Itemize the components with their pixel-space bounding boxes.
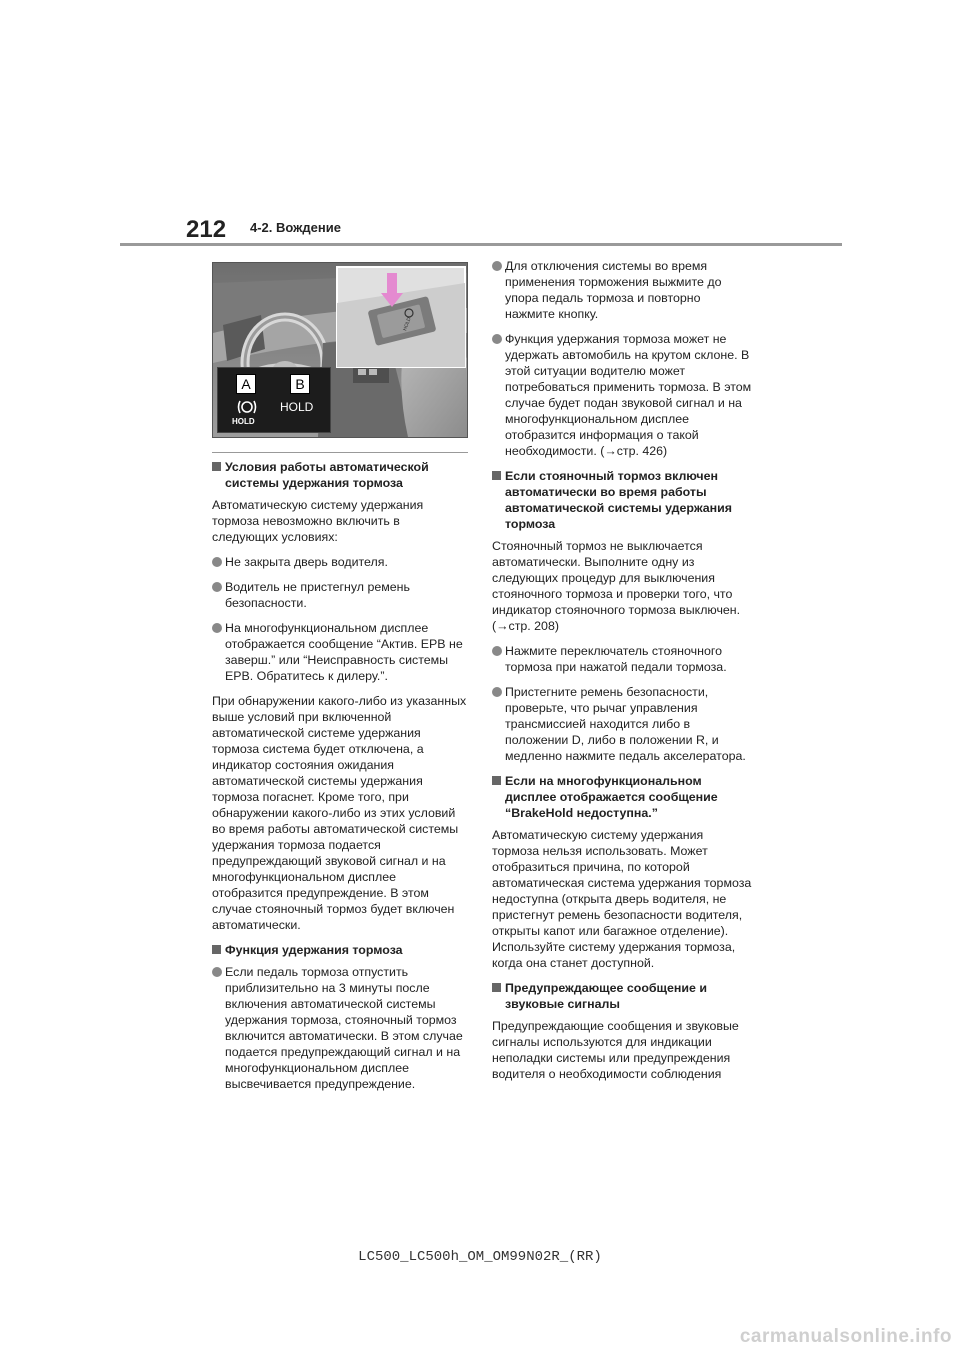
square-bullet-icon (492, 776, 501, 785)
list-item (212, 964, 468, 1092)
right-column (492, 258, 752, 1091)
brake-hold-figure (212, 262, 468, 438)
square-bullet-icon (492, 983, 501, 992)
list-item (212, 620, 468, 684)
square-bullet-icon (212, 462, 221, 471)
footer-code: LC500_LC500h_OM_OM99N02R_(RR) (358, 1249, 602, 1265)
circle-bullet-icon (492, 687, 502, 697)
paragraph: Предупреждающие сообщения и звуковые сигналы используются для индикации неполадки системы или предупреждения водителя о необходимости соблюдения (492, 1019, 739, 1081)
header-divider (120, 243, 842, 246)
circle-bullet-icon (492, 261, 502, 271)
square-bullet-icon (492, 471, 501, 480)
square-bullet-icon (212, 945, 221, 954)
heading-text: Условия работы автоматической системы удержания тормоза (225, 460, 429, 490)
hold-icon-text: HOLD (232, 417, 255, 426)
heading-text: Предупреждающее сообщение и звуковые сигналы (505, 981, 707, 1011)
heading-brake-hold-function (212, 942, 468, 958)
circle-bullet-icon (492, 646, 502, 656)
list-item (212, 579, 468, 611)
heading-warning-messages (492, 980, 752, 1012)
hold-indicator-text: HOLD (280, 400, 314, 414)
list-item-text: Пристегните ремень безопасности, проверьте, что рычаг управления трансмиссией находится либо в положении D, либо в положении R, и медленно нажмите педаль акселератора. (505, 685, 746, 763)
list-item-text: Функция удержания тормоза может не удержать автомобиль на крутом склоне. В этой ситуации водителю может потребоваться применить тормоза. В этом случае будет подан звуковой сигнал и на многофункциональном дисплее отобразится информация о такой необходимости. (→стр. 426) (505, 332, 752, 458)
list-item-text: Если педаль тормоза отпустить приблизительно на 3 минуты после включения автоматической системы удержания тормоза, стояночный тормоз включится автоматически. В этом случае подается предупреждающий сигнал и на многофункциональном дисплее высвечивается предупреждение. (225, 965, 463, 1091)
heading-brakehold-unavailable (492, 773, 752, 821)
left-column (212, 450, 468, 1101)
circle-bullet-icon (492, 334, 502, 344)
list-item-text: Для отключения системы во время применения торможения выжмите до упора педаль тормоза и повторно нажмите кнопку. (505, 259, 722, 321)
circle-bullet-icon (212, 582, 222, 592)
circle-bullet-icon (212, 623, 222, 633)
figure-divider (212, 452, 468, 453)
heading-parking-brake-auto (492, 468, 752, 532)
list-item-text: На многофункциональном дисплее отображается сообщение “Актив. EPB не заверш.” или “Неисправность системы EPB. Обратитесь к дилеру.”. (225, 621, 463, 683)
heading-text: Если стояночный тормоз включен автоматически во время работы автоматической системы удержания тормоза (505, 469, 732, 531)
paragraph: Стояночный тормоз не выключается автоматически. Выполните одну из следующих процедур для выключения стояночного тормоза и проверки того, что индикатор стояночного тормоза выключен. (→стр. 208) (492, 539, 741, 633)
inset-switch-label: HOLD (402, 316, 413, 332)
paragraph: Автоматическую систему удержания тормоза невозможно включить в следующих условиях: (212, 498, 424, 544)
label-a: A (236, 374, 256, 394)
circle-bullet-icon (212, 967, 222, 977)
label-b: B (290, 374, 310, 394)
list-item-text: Водитель не пристегнул ремень безопасности. (225, 580, 410, 610)
list-item (492, 258, 752, 322)
heading-operating-conditions (212, 459, 468, 491)
list-item-text: Нажмите переключатель стояночного тормоза при нажатой педали тормоза. (505, 644, 727, 674)
list-item (492, 684, 752, 764)
indicator-panel (217, 367, 331, 433)
heading-text: Функция удержания тормоза (225, 943, 403, 957)
watermark: carmanualsonline.info (739, 1326, 952, 1347)
list-item (492, 331, 752, 459)
circle-bullet-icon (212, 557, 222, 567)
paragraph: При обнаружении какого-либо из указанных выше условий при включенной автоматической системе удержания тормоза система будет отключена, а индикатор состояния ожидания автоматической системы удержания тормоза погаснет. Кроме того, при обнаружении какого-либо из этих условий во время работы автоматической системы удержания тормоза подается предупреждающий звуковой сигнал и на многофункциональном дисплее отобразится предупреждение. В этом случае стояночный тормоз будет включен автоматически. (212, 694, 467, 932)
list-item (212, 554, 468, 570)
brake-hold-indicator-icon (236, 398, 258, 416)
page-number: 212 (186, 216, 227, 243)
list-item-text: Не закрыта дверь водителя. (225, 555, 388, 569)
paragraph: Автоматическую систему удержания тормоза нельзя использовать. Может отобразиться причина, по которой автоматическая система удержания тормоза недоступна (открыта дверь водителя, не пристегнут ремень безопасности водителя, открыты капот или багажное отделение). Используйте систему удержания тормоза, когда она станет доступной. (492, 828, 752, 970)
heading-text: Если на многофункциональном дисплее отображается сообщение “BrakeHold недоступна.” (505, 774, 718, 820)
section-title: 4-2. Вождение (250, 220, 341, 235)
list-item (492, 643, 752, 675)
